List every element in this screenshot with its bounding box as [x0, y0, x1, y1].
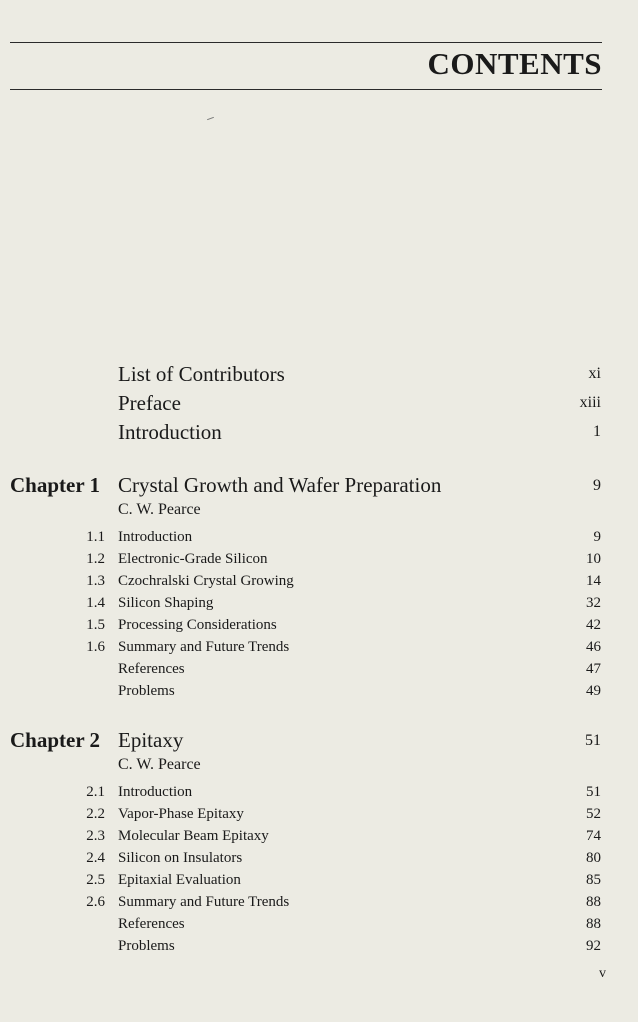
- section-page: 9: [593, 529, 601, 545]
- section-entry: [0, 784, 638, 806]
- toc-entry-page: xi: [588, 365, 601, 382]
- section-number: 1.3: [86, 573, 105, 589]
- section-label: Summary and Future Trends: [118, 639, 290, 655]
- toc-entry-preface: [0, 391, 638, 413]
- section-label: Silicon Shaping: [118, 595, 214, 611]
- section-number: 2.2: [86, 806, 105, 822]
- section-entry: [0, 661, 638, 683]
- chapter-author-1: [0, 501, 638, 523]
- section-number: 1.6: [86, 639, 105, 655]
- section-label: Problems: [118, 683, 175, 699]
- toc-entry-page: 1: [593, 423, 601, 440]
- section-entry: [0, 573, 638, 595]
- section-entry: [0, 551, 638, 573]
- section-number: 2.6: [86, 894, 105, 910]
- section-page: 88: [586, 894, 601, 910]
- chapter-number: Chapter 2: [10, 728, 101, 752]
- section-label: Processing Considerations: [118, 617, 277, 633]
- section-page: 52: [586, 806, 601, 822]
- section-page: 14: [586, 573, 601, 589]
- section-entry: [0, 529, 638, 551]
- section-entry: [0, 806, 638, 828]
- ink-speck: [207, 117, 214, 120]
- page-folio: v: [599, 966, 606, 981]
- section-page: 42: [586, 617, 601, 633]
- toc-entry-introduction: [0, 420, 638, 442]
- section-page: 32: [586, 595, 601, 611]
- chapter-heading-2: [0, 728, 638, 750]
- section-label: Introduction: [118, 784, 193, 800]
- chapter-title: Epitaxy: [118, 728, 184, 752]
- section-page: 51: [586, 784, 601, 800]
- section-label: References: [118, 661, 185, 677]
- chapter-heading-1: [0, 473, 638, 495]
- section-entry: [0, 639, 638, 661]
- section-page: 85: [586, 872, 601, 888]
- toc-entry-contributors: [0, 362, 638, 384]
- section-entry: [0, 938, 638, 960]
- author-name: C. W. Pearce: [118, 501, 201, 518]
- section-entry: [0, 683, 638, 705]
- section-number: 2.5: [86, 872, 105, 888]
- section-page: 80: [586, 850, 601, 866]
- section-number: 1.2: [86, 551, 105, 567]
- section-number: 1.4: [86, 595, 105, 611]
- page-title: CONTENTS: [427, 46, 602, 81]
- section-label: Introduction: [118, 529, 193, 545]
- header-rule-top: [10, 42, 602, 43]
- author-name: C. W. Pearce: [118, 756, 201, 773]
- section-label: Electronic-Grade Silicon: [118, 551, 268, 567]
- section-entry: [0, 872, 638, 894]
- section-page: 92: [586, 938, 601, 954]
- section-number: 2.3: [86, 828, 105, 844]
- section-entry: [0, 916, 638, 938]
- section-number: 1.1: [86, 529, 105, 545]
- section-page: 74: [586, 828, 601, 844]
- section-number: 1.5: [86, 617, 105, 633]
- toc-entry-label: List of Contributors: [118, 362, 285, 386]
- toc-entry-label: Preface: [118, 391, 181, 415]
- section-page: 47: [586, 661, 601, 677]
- section-number: 2.4: [86, 850, 105, 866]
- section-label: Molecular Beam Epitaxy: [118, 828, 269, 844]
- section-label: Silicon on Insulators: [118, 850, 243, 866]
- toc-entry-label: Introduction: [118, 420, 222, 444]
- toc-entry-page: xiii: [579, 394, 601, 411]
- section-page: 10: [586, 551, 601, 567]
- section-entry: [0, 617, 638, 639]
- section-label: Czochralski Crystal Growing: [118, 573, 294, 589]
- section-page: 88: [586, 916, 601, 932]
- section-entry: [0, 595, 638, 617]
- section-page: 46: [586, 639, 601, 655]
- section-label: References: [118, 916, 185, 932]
- chapter-title: Crystal Growth and Wafer Preparation: [118, 473, 442, 497]
- section-entry: [0, 828, 638, 850]
- chapter-number: Chapter 1: [10, 473, 101, 497]
- section-label: Problems: [118, 938, 175, 954]
- section-label: Vapor-Phase Epitaxy: [118, 806, 244, 822]
- section-number: 2.1: [86, 784, 105, 800]
- section-entry: [0, 894, 638, 916]
- section-label: Summary and Future Trends: [118, 894, 290, 910]
- section-page: 49: [586, 683, 601, 699]
- section-entry: [0, 850, 638, 872]
- chapter-page: 51: [585, 732, 601, 749]
- chapter-author-2: [0, 756, 638, 778]
- chapter-page: 9: [593, 477, 601, 494]
- section-label: Epitaxial Evaluation: [118, 872, 241, 888]
- header-rule-bottom: [10, 89, 602, 90]
